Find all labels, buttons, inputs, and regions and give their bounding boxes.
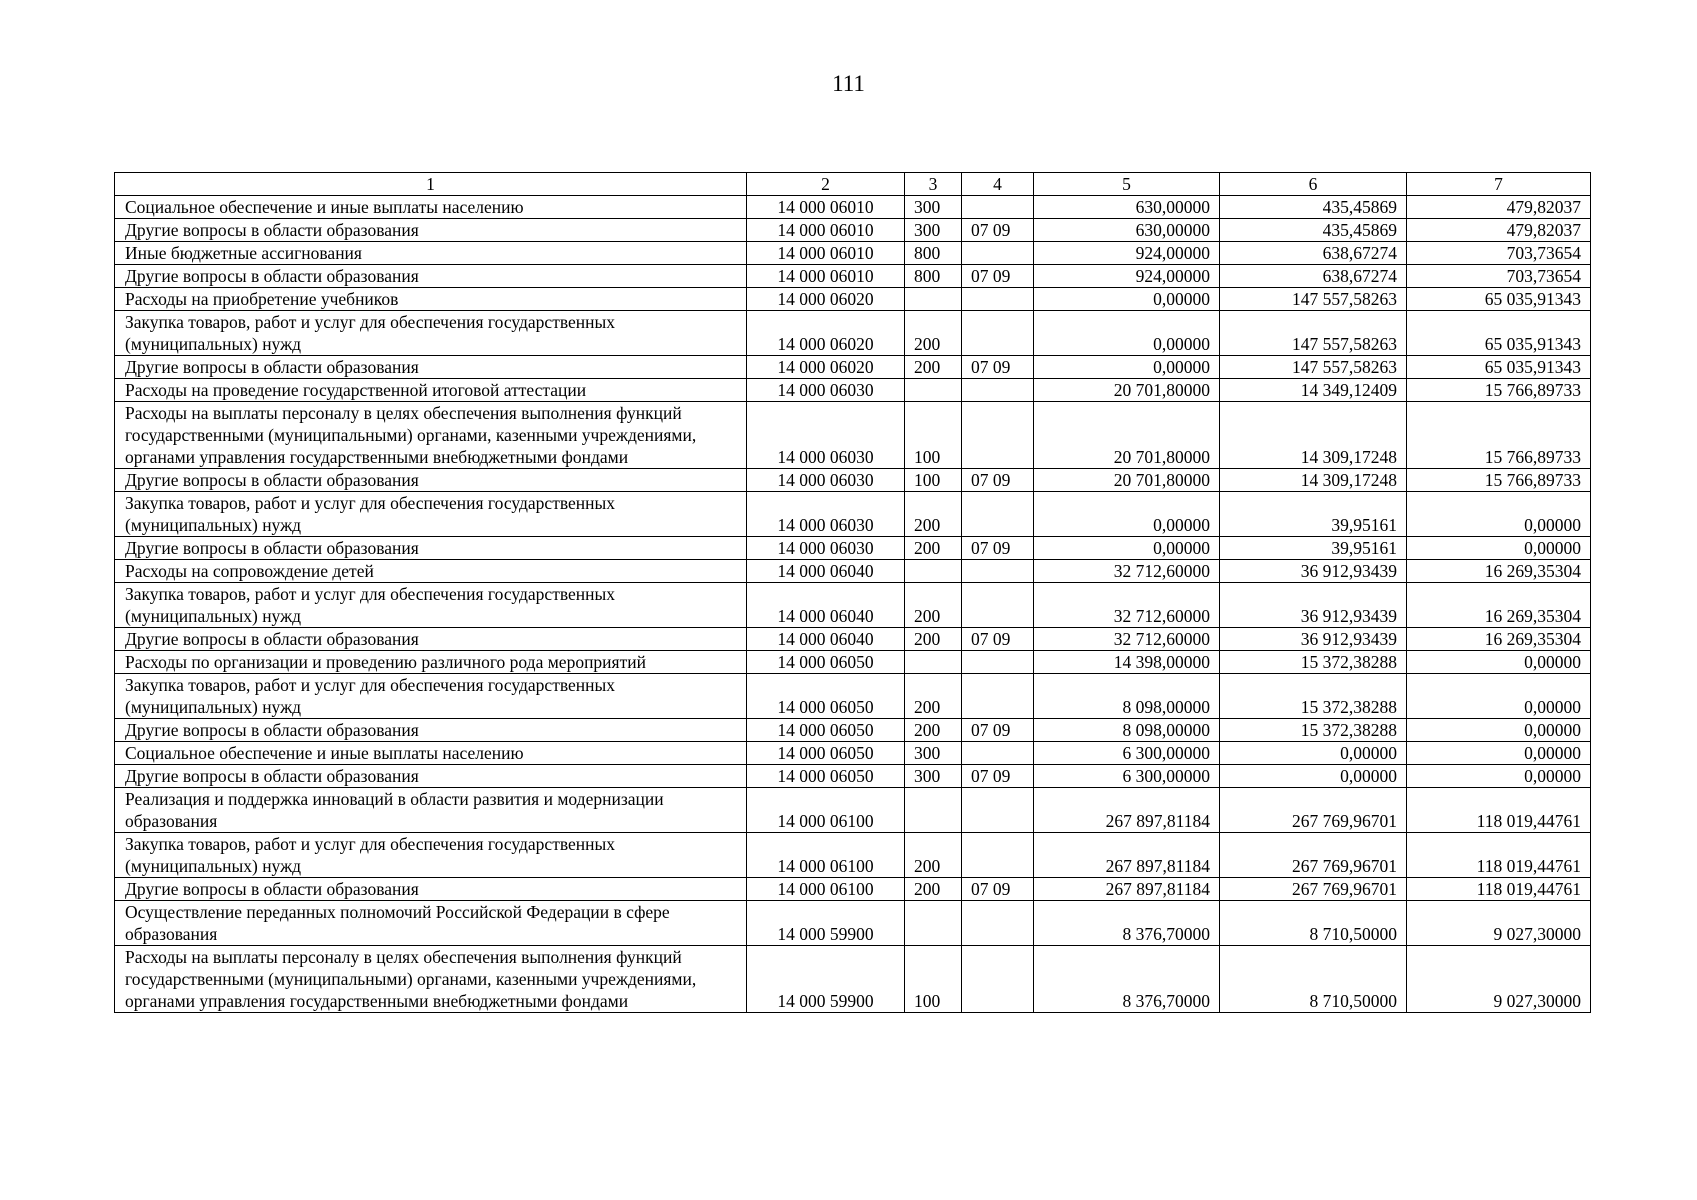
target-article-cell: 14 000 06040 [747,628,905,651]
target-article-cell: 14 000 06030 [747,492,905,537]
expense-type-cell: 200 [905,719,962,742]
expense-type-cell: 100 [905,946,962,1013]
amount-col5-cell: 20 701,80000 [1034,402,1220,469]
section-cell: 07 09 [962,356,1034,379]
section-cell [962,379,1034,402]
section-cell [962,560,1034,583]
section-cell: 07 09 [962,878,1034,901]
table-row [115,265,1591,288]
amount-col7-cell: 16 269,35304 [1407,628,1591,651]
expense-type-cell: 800 [905,242,962,265]
item-name-cell: Расходы на проведение государственной итоговой аттестации [115,379,747,402]
column-header: 4 [962,173,1034,196]
item-name-cell: Расходы на выплаты персоналу в целях обеспечения выполнения функций государственными (муниципальными) органами, казенными учреждениями, органами управления государственными внебюджетными фондами [115,946,747,1013]
section-cell: 07 09 [962,469,1034,492]
expense-type-cell: 200 [905,583,962,628]
amount-col7-cell: 65 035,91343 [1407,288,1591,311]
item-name-cell: Расходы на сопровождение детей [115,560,747,583]
amount-col5-cell: 8 376,70000 [1034,946,1220,1013]
expense-type-cell [905,379,962,402]
target-article-cell: 14 000 06050 [747,765,905,788]
amount-col7-cell: 703,73654 [1407,242,1591,265]
table-row [115,469,1591,492]
column-header: 1 [115,173,747,196]
section-cell [962,833,1034,878]
amount-col5-cell: 32 712,60000 [1034,560,1220,583]
target-article-cell: 14 000 06030 [747,469,905,492]
amount-col5-cell: 267 897,81184 [1034,788,1220,833]
amount-col6-cell: 15 372,38288 [1220,719,1407,742]
amount-col7-cell: 0,00000 [1407,674,1591,719]
section-cell: 07 09 [962,765,1034,788]
item-name-cell: Социальное обеспечение и иные выплаты населению [115,196,747,219]
item-name-cell: Закупка товаров, работ и услуг для обеспечения государственных (муниципальных) нужд [115,492,747,537]
target-article-cell: 14 000 06040 [747,583,905,628]
target-article-cell: 14 000 06010 [747,242,905,265]
expense-type-cell [905,901,962,946]
amount-col5-cell: 8 098,00000 [1034,674,1220,719]
page-number: 111 [832,71,865,96]
target-article-cell: 14 000 06010 [747,265,905,288]
item-name-cell: Другие вопросы в области образования [115,219,747,242]
table-row [115,288,1591,311]
amount-col6-cell: 36 912,93439 [1220,628,1407,651]
item-name-cell: Закупка товаров, работ и услуг для обеспечения государственных (муниципальных) нужд [115,833,747,878]
table-row [115,788,1591,833]
item-name-cell: Другие вопросы в области образования [115,719,747,742]
amount-col6-cell: 39,95161 [1220,537,1407,560]
expense-type-cell: 200 [905,356,962,379]
target-article-cell: 14 000 59900 [747,946,905,1013]
amount-col6-cell: 36 912,93439 [1220,583,1407,628]
amount-col7-cell: 0,00000 [1407,719,1591,742]
amount-col5-cell: 8 098,00000 [1034,719,1220,742]
table-row [115,878,1591,901]
column-header: 5 [1034,173,1220,196]
amount-col5-cell: 20 701,80000 [1034,379,1220,402]
target-article-cell: 14 000 06040 [747,560,905,583]
amount-col5-cell: 32 712,60000 [1034,628,1220,651]
amount-col5-cell: 0,00000 [1034,537,1220,560]
amount-col6-cell: 267 769,96701 [1220,833,1407,878]
item-name-cell: Другие вопросы в области образования [115,265,747,288]
target-article-cell: 14 000 06030 [747,402,905,469]
amount-col6-cell: 0,00000 [1220,742,1407,765]
expense-type-cell: 100 [905,402,962,469]
table-row [115,356,1591,379]
column-header: 7 [1407,173,1591,196]
table-row [115,537,1591,560]
amount-col7-cell: 479,82037 [1407,196,1591,219]
table-row [115,719,1591,742]
table-row [115,219,1591,242]
amount-col5-cell: 267 897,81184 [1034,878,1220,901]
amount-col7-cell: 118 019,44761 [1407,788,1591,833]
expense-type-cell: 300 [905,219,962,242]
section-cell [962,492,1034,537]
target-article-cell: 14 000 06100 [747,833,905,878]
section-cell [962,788,1034,833]
amount-col6-cell: 638,67274 [1220,242,1407,265]
table-row [115,901,1591,946]
amount-col6-cell: 435,45869 [1220,219,1407,242]
section-cell [962,288,1034,311]
amount-col6-cell: 435,45869 [1220,196,1407,219]
amount-col6-cell: 15 372,38288 [1220,651,1407,674]
amount-col6-cell: 267 769,96701 [1220,788,1407,833]
amount-col7-cell: 15 766,89733 [1407,402,1591,469]
amount-col5-cell: 0,00000 [1034,492,1220,537]
section-cell: 07 09 [962,219,1034,242]
item-name-cell: Иные бюджетные ассигнования [115,242,747,265]
amount-col5-cell: 630,00000 [1034,219,1220,242]
amount-col6-cell: 36 912,93439 [1220,560,1407,583]
item-name-cell: Другие вопросы в области образования [115,537,747,560]
section-cell [962,242,1034,265]
table-row [115,674,1591,719]
table-row [115,311,1591,356]
amount-col5-cell: 924,00000 [1034,265,1220,288]
amount-col7-cell: 15 766,89733 [1407,469,1591,492]
expense-type-cell [905,788,962,833]
item-name-cell: Социальное обеспечение и иные выплаты населению [115,742,747,765]
amount-col5-cell: 0,00000 [1034,288,1220,311]
amount-col7-cell: 15 766,89733 [1407,379,1591,402]
expense-type-cell: 100 [905,469,962,492]
item-name-cell: Расходы по организации и проведению различного рода мероприятий [115,651,747,674]
target-article-cell: 14 000 06020 [747,311,905,356]
target-article-cell: 14 000 06100 [747,788,905,833]
amount-col7-cell: 9 027,30000 [1407,946,1591,1013]
table-header-row [115,173,1591,196]
amount-col6-cell: 39,95161 [1220,492,1407,537]
table-row [115,379,1591,402]
expense-type-cell [905,288,962,311]
amount-col5-cell: 267 897,81184 [1034,833,1220,878]
item-name-cell: Другие вопросы в области образования [115,469,747,492]
expense-type-cell [905,560,962,583]
table-row [115,765,1591,788]
table-row [115,492,1591,537]
target-article-cell: 14 000 06100 [747,878,905,901]
expense-type-cell: 200 [905,878,962,901]
amount-col5-cell: 14 398,00000 [1034,651,1220,674]
amount-col5-cell: 8 376,70000 [1034,901,1220,946]
target-article-cell: 14 000 59900 [747,901,905,946]
table-row [115,402,1591,469]
target-article-cell: 14 000 06010 [747,219,905,242]
table-body [115,196,1591,1013]
amount-col5-cell: 0,00000 [1034,311,1220,356]
amount-col6-cell: 147 557,58263 [1220,311,1407,356]
budget-table [114,172,1591,1013]
section-cell [962,196,1034,219]
amount-col7-cell: 0,00000 [1407,742,1591,765]
table-row [115,628,1591,651]
column-header: 2 [747,173,905,196]
item-name-cell: Другие вопросы в области образования [115,765,747,788]
amount-col7-cell: 118 019,44761 [1407,833,1591,878]
amount-col7-cell: 0,00000 [1407,537,1591,560]
item-name-cell: Закупка товаров, работ и услуг для обеспечения государственных (муниципальных) нужд [115,674,747,719]
amount-col6-cell: 8 710,50000 [1220,901,1407,946]
section-cell: 07 09 [962,719,1034,742]
target-article-cell: 14 000 06020 [747,288,905,311]
item-name-cell: Расходы на приобретение учебников [115,288,747,311]
expense-type-cell: 200 [905,833,962,878]
target-article-cell: 14 000 06020 [747,356,905,379]
expense-type-cell: 200 [905,492,962,537]
amount-col6-cell: 14 349,12409 [1220,379,1407,402]
item-name-cell: Закупка товаров, работ и услуг для обеспечения государственных (муниципальных) нужд [115,311,747,356]
expense-type-cell: 200 [905,311,962,356]
amount-col7-cell: 0,00000 [1407,651,1591,674]
amount-col5-cell: 924,00000 [1034,242,1220,265]
target-article-cell: 14 000 06010 [747,196,905,219]
table-row [115,583,1591,628]
expense-type-cell: 300 [905,765,962,788]
amount-col7-cell: 65 035,91343 [1407,311,1591,356]
section-cell [962,901,1034,946]
amount-col7-cell: 65 035,91343 [1407,356,1591,379]
amount-col7-cell: 703,73654 [1407,265,1591,288]
section-cell: 07 09 [962,537,1034,560]
section-cell [962,674,1034,719]
table-row [115,833,1591,878]
amount-col7-cell: 16 269,35304 [1407,560,1591,583]
section-cell: 07 09 [962,265,1034,288]
expense-type-cell: 200 [905,537,962,560]
amount-col6-cell: 8 710,50000 [1220,946,1407,1013]
amount-col7-cell: 0,00000 [1407,765,1591,788]
target-article-cell: 14 000 06050 [747,742,905,765]
amount-col7-cell: 16 269,35304 [1407,583,1591,628]
item-name-cell: Другие вопросы в области образования [115,628,747,651]
amount-col6-cell: 15 372,38288 [1220,674,1407,719]
column-header: 3 [905,173,962,196]
table-row [115,196,1591,219]
amount-col7-cell: 0,00000 [1407,492,1591,537]
expense-type-cell: 300 [905,742,962,765]
target-article-cell: 14 000 06030 [747,537,905,560]
amount-col6-cell: 147 557,58263 [1220,288,1407,311]
expense-type-cell [905,651,962,674]
amount-col5-cell: 6 300,00000 [1034,765,1220,788]
amount-col7-cell: 9 027,30000 [1407,901,1591,946]
amount-col5-cell: 0,00000 [1034,356,1220,379]
amount-col6-cell: 14 309,17248 [1220,469,1407,492]
target-article-cell: 14 000 06050 [747,719,905,742]
section-cell [962,651,1034,674]
amount-col5-cell: 6 300,00000 [1034,742,1220,765]
amount-col6-cell: 638,67274 [1220,265,1407,288]
expense-type-cell: 800 [905,265,962,288]
amount-col7-cell: 479,82037 [1407,219,1591,242]
table-row [115,560,1591,583]
target-article-cell: 14 000 06030 [747,379,905,402]
section-cell [962,742,1034,765]
amount-col6-cell: 147 557,58263 [1220,356,1407,379]
amount-col5-cell: 20 701,80000 [1034,469,1220,492]
expense-type-cell: 200 [905,628,962,651]
section-cell [962,583,1034,628]
target-article-cell: 14 000 06050 [747,674,905,719]
table-row [115,242,1591,265]
amount-col6-cell: 267 769,96701 [1220,878,1407,901]
item-name-cell: Расходы на выплаты персоналу в целях обеспечения выполнения функций государственными (муниципальными) органами, казенными учреждениями, органами управления государственными внебюджетными фондами [115,402,747,469]
table-row [115,651,1591,674]
section-cell [962,311,1034,356]
item-name-cell: Закупка товаров, работ и услуг для обеспечения государственных (муниципальных) нужд [115,583,747,628]
amount-col5-cell: 630,00000 [1034,196,1220,219]
amount-col7-cell: 118 019,44761 [1407,878,1591,901]
expense-type-cell: 200 [905,674,962,719]
amount-col5-cell: 32 712,60000 [1034,583,1220,628]
amount-col6-cell: 0,00000 [1220,765,1407,788]
section-cell [962,402,1034,469]
item-name-cell: Реализация и поддержка инноваций в области развития и модернизации образования [115,788,747,833]
table-row [115,742,1591,765]
item-name-cell: Осуществление переданных полномочий Российской Федерации в сфере образования [115,901,747,946]
expense-type-cell: 300 [905,196,962,219]
item-name-cell: Другие вопросы в области образования [115,878,747,901]
section-cell: 07 09 [962,628,1034,651]
section-cell [962,946,1034,1013]
amount-col6-cell: 14 309,17248 [1220,402,1407,469]
item-name-cell: Другие вопросы в области образования [115,356,747,379]
target-article-cell: 14 000 06050 [747,651,905,674]
column-header: 6 [1220,173,1407,196]
table-row [115,946,1591,1013]
